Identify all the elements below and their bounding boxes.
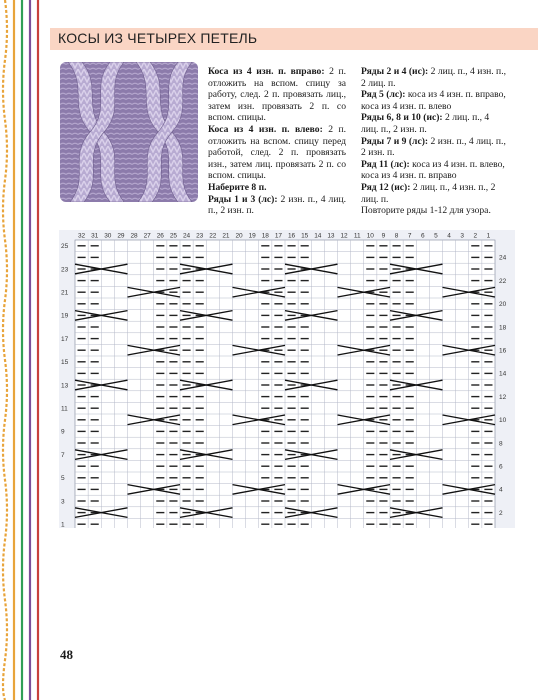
row-number-right: 8 — [499, 440, 503, 448]
row-number-right: 16 — [499, 347, 507, 355]
row-number-left: 25 — [61, 243, 69, 251]
row-number-right: 12 — [499, 393, 507, 401]
row-number-left: 5 — [61, 475, 65, 483]
column-number: 24 — [182, 232, 191, 240]
instruction-text: коса из 4 изн. п. вправо, коса из 4 изн. п. влево — [361, 89, 506, 112]
row-number-right: 20 — [499, 301, 507, 309]
decorative-color-stripes — [0, 0, 44, 700]
instructions-left-column — [208, 66, 346, 217]
instruction-heading: Ряды 6, 8 и 10 (ис): — [361, 112, 443, 124]
instruction-paragraph — [208, 182, 346, 194]
instruction-paragraph — [361, 112, 507, 135]
column-number: 17 — [274, 232, 283, 240]
instruction-paragraph — [208, 124, 346, 182]
instruction-paragraph — [361, 66, 507, 89]
column-number: 6 — [421, 232, 425, 240]
page-title: КОСЫ ИЗ ЧЕТЫРЕХ ПЕТЕЛЬ — [58, 30, 258, 46]
knitting-chart — [59, 230, 515, 528]
row-number-right: 4 — [499, 486, 503, 494]
column-number: 28 — [130, 232, 138, 240]
instruction-text: 2 лиц. п., 4 изн. п., 2 лиц. п. — [361, 66, 506, 89]
instruction-paragraph — [208, 66, 346, 124]
column-number: 21 — [222, 232, 230, 240]
column-number: 20 — [235, 232, 243, 240]
instruction-heading: Коса из 4 изн. п. вправо: — [208, 66, 325, 77]
row-number-left: 19 — [61, 312, 69, 320]
column-number: 10 — [366, 232, 374, 240]
column-number: 4 — [447, 232, 451, 240]
instruction-text: 2 изн. п., 4 лиц. п., 2 изн. п. — [361, 135, 506, 159]
row-number-left: 15 — [61, 359, 69, 367]
instruction-paragraph — [361, 89, 507, 112]
row-number-left: 17 — [61, 335, 69, 343]
instruction-text: Повторите ряды 1-12 для узора. — [361, 205, 491, 217]
column-number: 14 — [314, 232, 322, 240]
column-number: 19 — [248, 232, 256, 240]
instruction-heading: Ряды 2 и 4 (ис): — [361, 66, 429, 77]
instruction-heading: Ряд 11 (лс): — [361, 158, 410, 170]
instruction-text: 2 изн. п., 4 лиц. п., 2 изн. п. — [208, 193, 346, 217]
instruction-heading: Ряд 12 (ис): — [361, 181, 411, 193]
column-number: 15 — [301, 232, 309, 240]
row-number-left: 21 — [61, 289, 69, 297]
column-number: 22 — [209, 232, 217, 240]
row-number-right: 2 — [499, 509, 503, 517]
row-number-left: 9 — [61, 428, 65, 436]
column-number: 13 — [327, 232, 335, 240]
instruction-paragraph — [361, 205, 507, 217]
row-number-left: 3 — [61, 498, 65, 506]
column-number: 5 — [434, 232, 438, 240]
instruction-text: 2 п. отложить на вспом. спицу за работу, след. 2 п. провязать лиц., затем изн. провязать 2 п. со вспом. спицы. — [208, 66, 346, 124]
instruction-paragraph — [361, 182, 507, 205]
row-number-right: 18 — [499, 324, 507, 332]
row-number-right: 10 — [499, 417, 507, 425]
row-number-left: 7 — [61, 451, 65, 459]
column-number: 8 — [394, 232, 399, 240]
column-number: 30 — [104, 232, 112, 240]
column-number: 26 — [156, 232, 164, 240]
row-number-left: 11 — [61, 405, 68, 413]
instruction-text: коса из 4 изн. п. влево, коса из 4 изн. п. вправо — [361, 158, 505, 182]
row-number-left: 23 — [61, 266, 69, 274]
column-number: 23 — [196, 232, 204, 240]
column-number: 2 — [473, 232, 478, 240]
instruction-paragraph — [208, 194, 346, 217]
column-number: 3 — [460, 232, 464, 240]
row-number-right: 6 — [499, 463, 503, 471]
column-number: 29 — [117, 232, 125, 240]
row-number-left: 1 — [61, 521, 65, 528]
column-number: 16 — [287, 232, 296, 240]
column-number: 31 — [91, 232, 99, 240]
column-number: 7 — [407, 232, 412, 240]
column-number: 9 — [381, 232, 386, 240]
knitted-swatch-photo — [60, 62, 198, 202]
instruction-heading: Коса из 4 изн. п. влево: — [208, 123, 323, 135]
instruction-heading: Наберите 8 п. — [208, 181, 267, 193]
row-number-left: 13 — [61, 382, 69, 390]
instruction-paragraph — [361, 136, 507, 159]
column-number: 12 — [340, 232, 348, 240]
column-number: 27 — [143, 232, 151, 240]
column-number: 32 — [77, 232, 86, 240]
column-number: 11 — [353, 232, 361, 240]
instruction-text: 2 лиц. п., 4 изн. п., 2 лиц. п. — [361, 181, 496, 205]
instruction-text: 2 п. отложить на вспом. спицу перед работой, след. 2 п. провязать изн., затем лиц. провязать 2 п. со вспом. спицы. — [208, 123, 346, 182]
instructions-right-column — [361, 66, 507, 217]
row-number-right: 24 — [499, 254, 507, 262]
column-number: 1 — [486, 232, 491, 240]
instruction-heading: Ряды 7 и 9 (лс): — [361, 135, 429, 147]
section-header — [50, 28, 538, 50]
column-number: 18 — [261, 232, 269, 240]
row-number-right: 14 — [499, 370, 507, 378]
page-number: 48 — [60, 647, 73, 662]
instruction-paragraph — [361, 159, 507, 182]
instruction-text: 2 лиц. п., 4 лиц. п., 2 изн. п. — [361, 112, 490, 135]
column-number: 25 — [169, 232, 178, 240]
instruction-heading: Ряды 1 и 3 (лс): — [208, 193, 278, 205]
instruction-heading: Ряд 5 (лс): — [361, 89, 406, 101]
row-number-right: 22 — [499, 277, 507, 285]
